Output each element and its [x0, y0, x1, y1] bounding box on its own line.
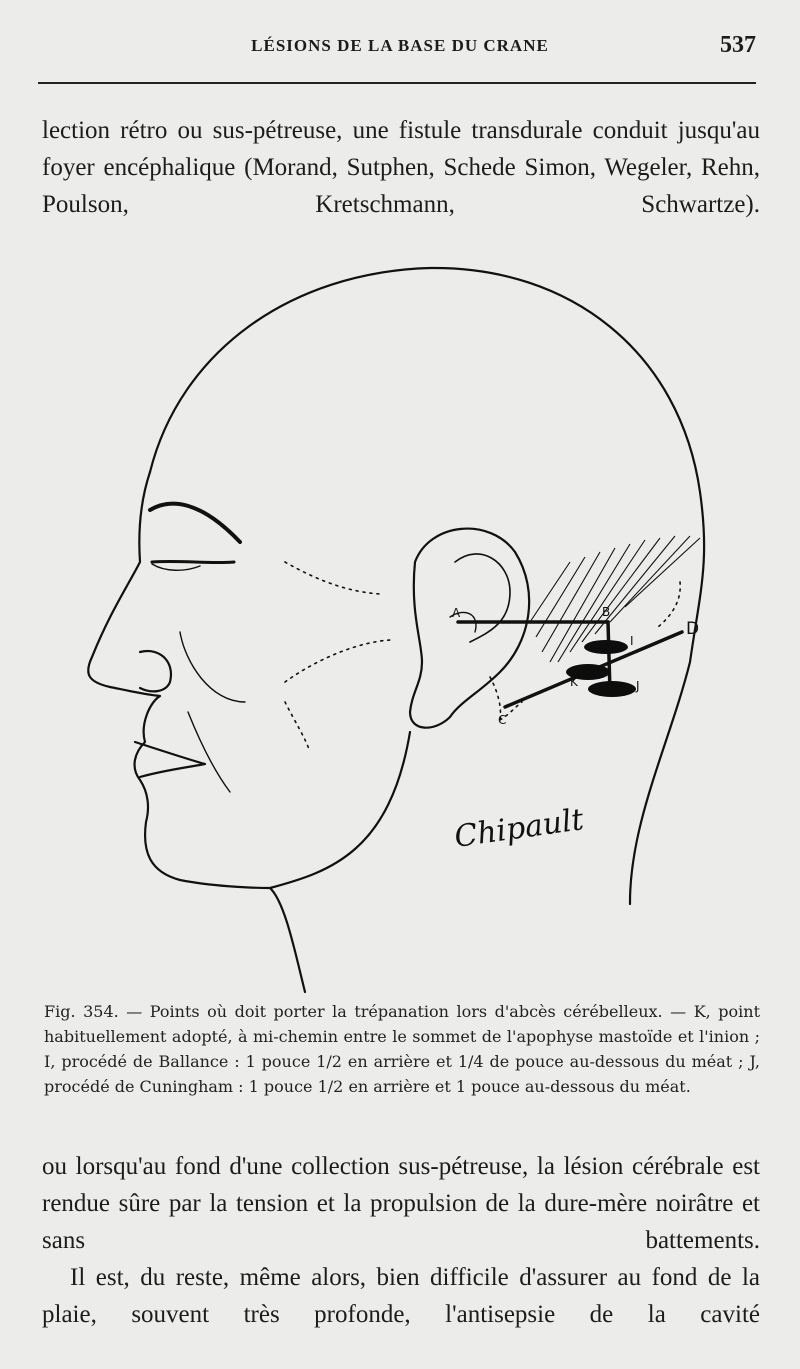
artist-signature: Chipault [452, 802, 586, 855]
paragraph-1: lection rétro ou sus-pétreuse, une fistule transdurale conduit jusqu'au foyer encéphalique (Morand, Sutphen, Schede Simon, Wegeler, Rehn, Poulson, Kretschmann, Schwartze). [42, 117, 760, 218]
nose-wing [140, 651, 171, 691]
eye [152, 561, 234, 562]
eyebrow [150, 504, 240, 542]
ear [410, 529, 529, 728]
label-K: K [570, 675, 578, 689]
label-B: B [602, 605, 611, 619]
label-I: I [630, 634, 634, 648]
paragraph-3: Il est, du reste, même alors, bien difficile d'assurer au fond de la plaie, souvent très profonde, l'antisepsie de la cavité [42, 1264, 760, 1328]
head-outline [150, 268, 704, 902]
label-D: D [686, 619, 700, 639]
figure-caption: Fig. 354. — Points où doit porter la trépanation lors d'abcès cérébelleux. — K, point habituellement adopté, à mi-chemin entre le sommet de l'apophyse mastoïde et l'inion ; I, procédé de Ballance : 1 pouce 1/2 en arrière et 1/4 de pouce au-dessous du méat ; J, procédé de Cuningham : 1 pouce 1/2 en arrière et 1 pouce au-dessous du méat. [44, 1002, 760, 1096]
running-title: LÉSIONS DE LA BASE DU CRANE [251, 36, 549, 55]
header-rule [38, 82, 756, 84]
lips [135, 742, 205, 777]
point-J [588, 681, 636, 697]
jaw-line [270, 732, 410, 888]
label-J: J [636, 679, 640, 693]
paragraph-2: ou lorsqu'au fond d'une collection sus-pétreuse, la lésion cérébrale est rendue sûre par la tension et la propulsion de la dure-mère noirâtre et sans battements. [42, 1153, 760, 1254]
head-illustration [70, 262, 730, 1002]
running-head [0, 32, 800, 66]
label-A: A [452, 606, 461, 620]
page-number: 537 [720, 32, 756, 58]
label-C: C [498, 713, 507, 727]
point-I [584, 640, 628, 654]
